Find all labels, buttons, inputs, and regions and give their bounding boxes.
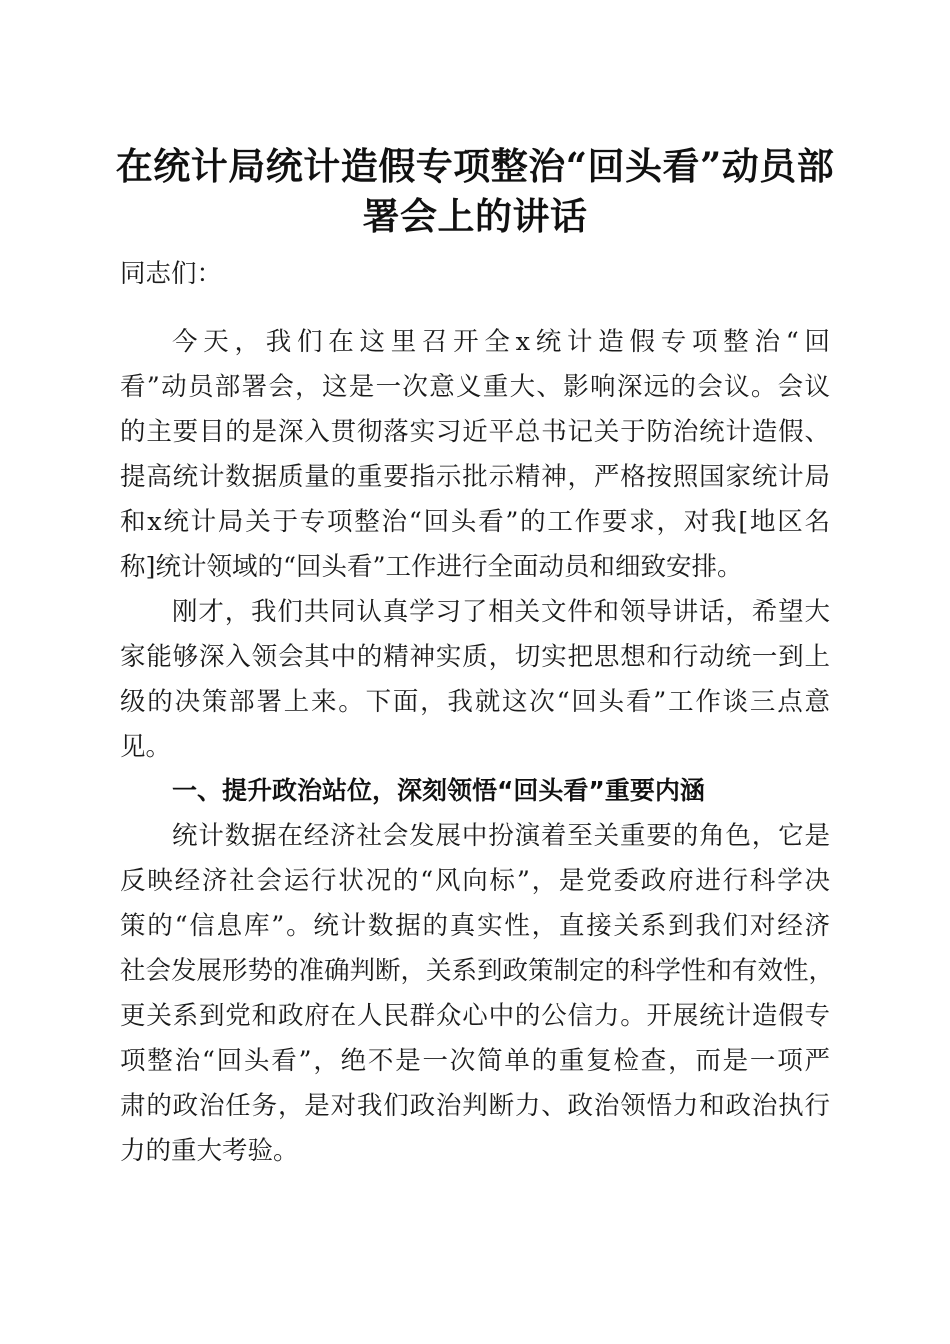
- paragraph-1-line: 今天，我们在这里召开全x统计造假专项整治“回: [172, 327, 830, 357]
- paragraph-1-line: 提高统计数据质量的重要指示批示精神，严格按照国家统计局: [120, 462, 830, 492]
- paragraph-3-line: 社会发展形势的准确判断，关系到政策制定的科学性和有效性，: [120, 956, 835, 986]
- paragraph-3-line: 统计数据在经济社会发展中扮演着至关重要的角色，它是: [172, 821, 830, 851]
- paragraph-3-line: 力的重大考验。: [120, 1136, 299, 1166]
- paragraph-2-line: 刚才，我们共同认真学习了相关文件和领导讲话，希望大: [172, 597, 830, 627]
- paragraph-2-line: 见。: [120, 732, 172, 762]
- document-title-line-1: 在统计局统计造假专项整治“回头看”动员部: [115, 144, 835, 188]
- paragraph-1-line: 和x统计局关于专项整治“回头看”的工作要求，对我[地区名: [120, 507, 830, 537]
- paragraph-3-line: 更关系到党和政府在人民群众心中的公信力。开展统计造假专: [120, 1001, 830, 1031]
- paragraph-1-line: 看”动员部署会，这是一次意义重大、影响深远的会议。会议: [120, 372, 830, 402]
- salutation: 同志们：: [120, 259, 223, 289]
- paragraph-1-line: 称]统计领域的“回头看”工作进行全面动员和细致安排。: [120, 552, 743, 582]
- section-heading-1: 一、提升政治站位，深刻领悟“回头看”重要内涵: [172, 776, 705, 805]
- document-title-line-2: 署会上的讲话: [362, 194, 588, 238]
- paragraph-3-line: 反映经济社会运行状况的“风向标”，是党委政府进行科学决: [120, 866, 830, 896]
- paragraph-3-line: 肃的政治任务，是对我们政治判断力、政治领悟力和政治执行: [120, 1091, 830, 1121]
- paragraph-1-line: 的主要目的是深入贯彻落实习近平总书记关于防治统计造假、: [120, 417, 830, 447]
- paragraph-2-line: 级的决策部署上来。下面，我就这次“回头看”工作谈三点意: [120, 687, 830, 717]
- paragraph-2-line: 家能够深入领会其中的精神实质，切实把思想和行动统一到上: [120, 642, 830, 672]
- paragraph-3-line: 项整治“回头看”，绝不是一次简单的重复检查，而是一项严: [120, 1046, 830, 1076]
- paragraph-3-line: 策的“信息库”。统计数据的真实性，直接关系到我们对经济: [120, 911, 830, 941]
